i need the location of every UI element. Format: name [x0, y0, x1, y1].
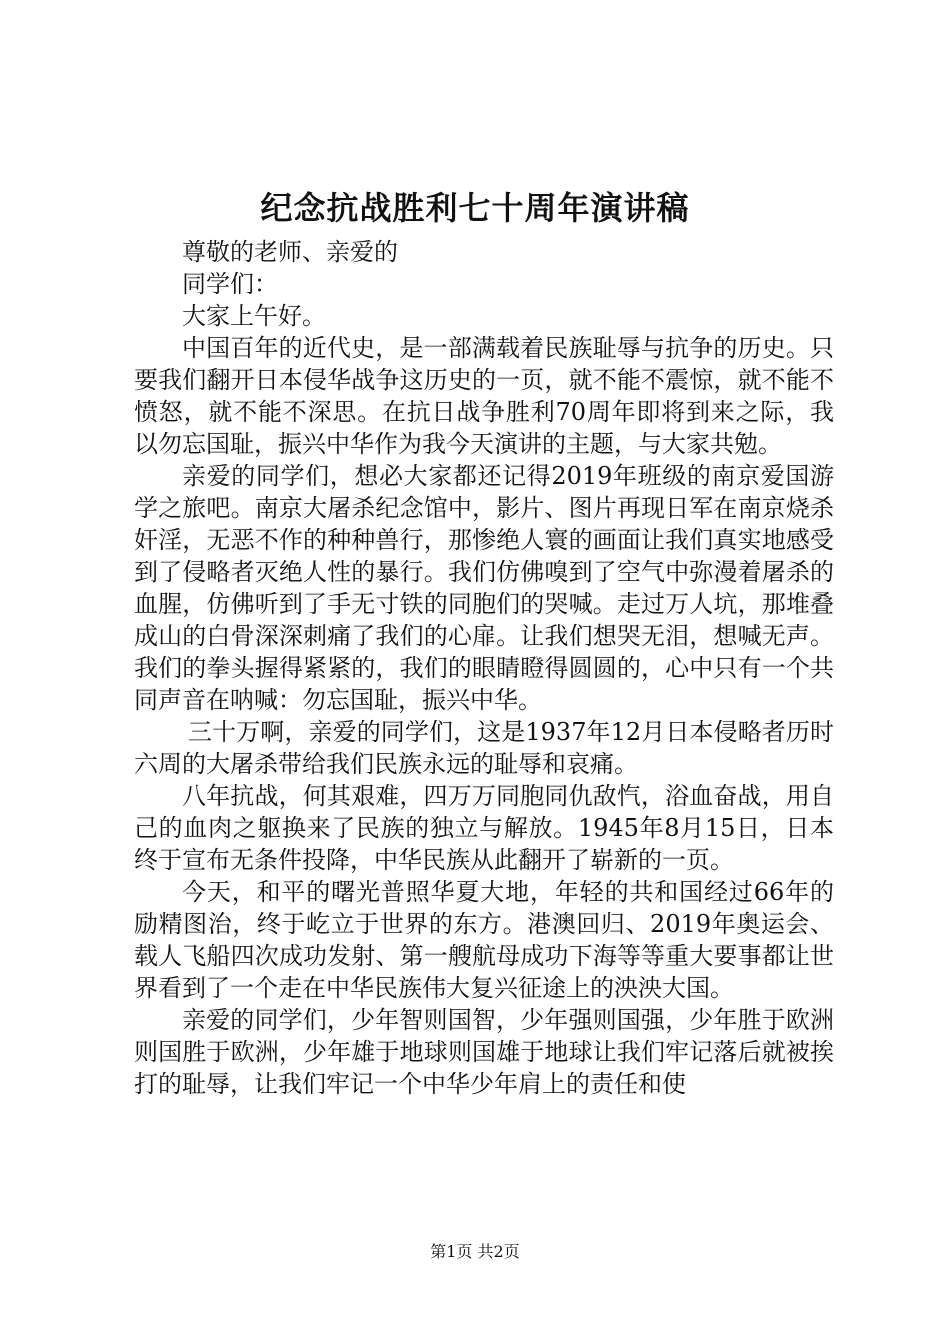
- greeting-line: 大家上午好。: [182, 302, 326, 330]
- paragraph-2: 亲爱的同学们，想必大家都还记得2019年班级的南京爱国游学之旅吧。南京大屠杀纪念馆中，影片、图片再现日军在南京烧杀奸淫，无恶不作的种种兽行，那惨绝人寰的画面让我们真实地感受到了侵略者灭绝人性的暴行。我们仿佛嗅到了空气中弥漫着屠杀的血腥，仿佛听到了手无寸铁的同胞们的哭喊。走过万人坑，那堆叠成山的白骨深深刺痛了我们的心扉。让我们想哭无泪，想喊无声。我们的拳头握得紧紧的，我们的眼睛瞪得圆圆的，心中只有一个共同声音在呐喊：勿忘国耻，振兴中华。: [134, 462, 834, 714]
- paragraph-6: 亲爱的同学们，少年智则国智，少年强则国强，少年胜于欧洲则国胜于欧洲，少年雄于地球则国雄于地球让我们牢记落后就被挨打的耻辱，让我们牢记一个中华少年肩上的责任和使: [134, 1006, 834, 1098]
- paragraph-5: 今天，和平的曙光普照华夏大地，年轻的共和国经过66年的励精图治，终于屹立于世界的东方。港澳回归、2019年奥运会、载人飞船四次成功发射、第一艘航母成功下海等等重大要事都让世界看到了一个走在中华民族伟大复兴征途上的泱泱大国。: [134, 878, 834, 1002]
- page-footer: 第1页 共2页: [430, 1242, 520, 1261]
- document-title: 纪念抗战胜利七十周年演讲稿: [260, 189, 690, 227]
- document-body: [134, 236, 834, 1100]
- salutation-line-2: 同学们：: [182, 270, 278, 298]
- paragraph-3: 三十万啊，亲爱的同学们，这是1937年12月日本侵略者历时六周的大屠杀带给我们民族永远的耻辱和哀痛。: [134, 718, 834, 778]
- salutation-line-1: 尊敬的老师、亲爱的: [182, 238, 398, 266]
- paragraph-4: 八年抗战，何其艰难，四万万同胞同仇敌忾，浴血奋战，用自己的血肉之躯换来了民族的独立与解放。1945年8月15日，日本终于宣布无条件投降，中华民族从此翻开了崭新的一页。: [134, 782, 834, 874]
- paragraph-1: 中国百年的近代史，是一部满载着民族耻辱与抗争的历史。只要我们翻开日本侵华战争这历史的一页，就不能不震惊，就不能不愤怒，就不能不深思。在抗日战争胜利70周年即将到来之际，我以勿忘国耻，振兴中华作为我今天演讲的主题，与大家共勉。: [134, 334, 834, 458]
